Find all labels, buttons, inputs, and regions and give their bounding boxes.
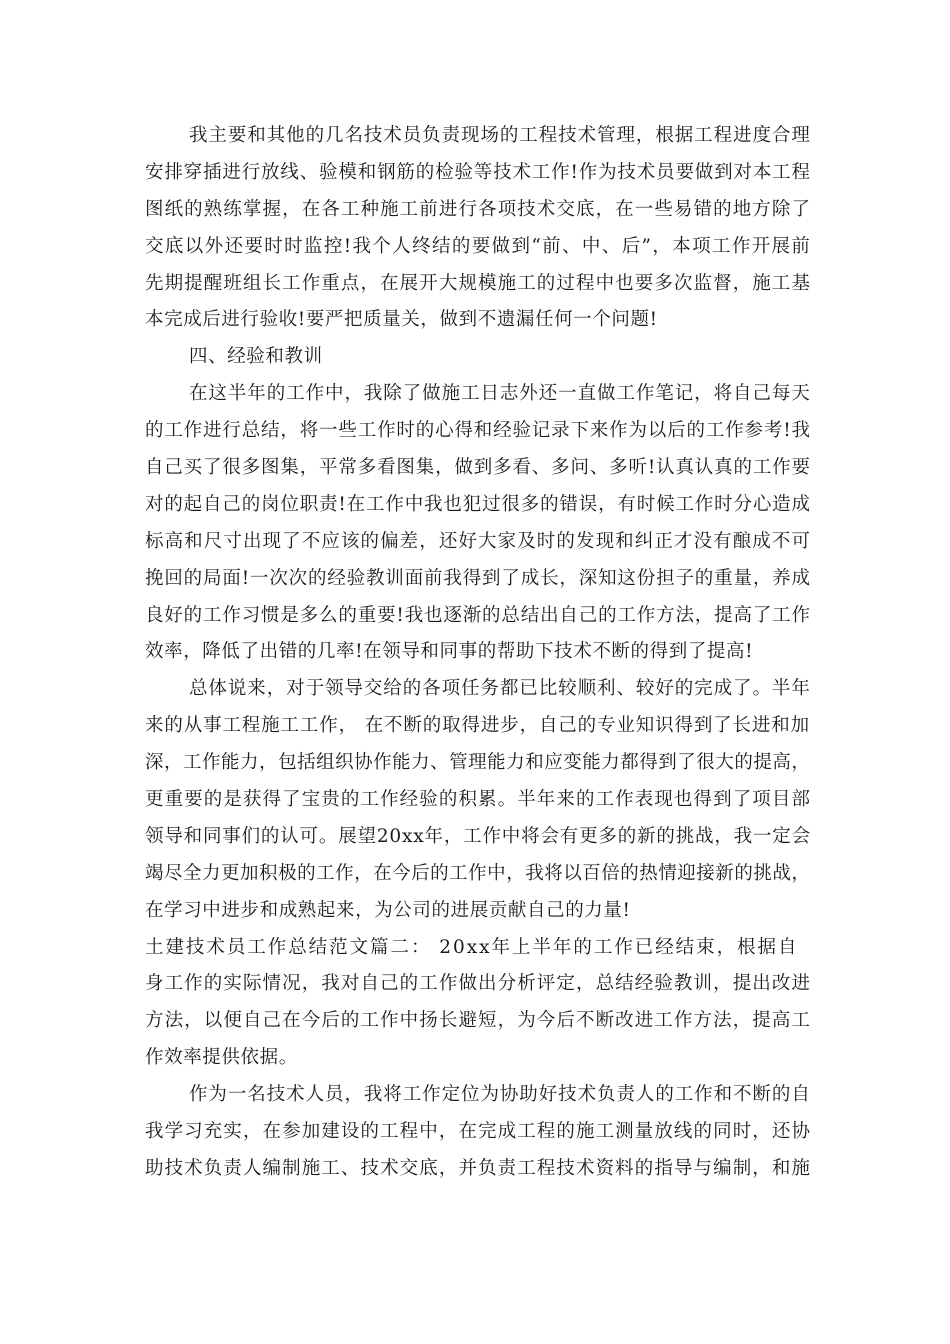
text-line	[145, 229, 810, 266]
text-line-content: 我学习充实，在参加建设的工程中，在完成工程的施工测量放线的同时，还协	[145, 1121, 812, 1143]
text-line	[145, 1003, 810, 1040]
text-line-content: 方法，以便自己在今后的工作中扬长避短，为今后不断改进工作方法，提高工	[145, 1010, 812, 1032]
text-line-content: 良好的工作习惯是多么的重要!我也逐渐的总结出自己的工作方法，提高了工作	[145, 604, 811, 626]
text-line	[145, 155, 810, 192]
text-line	[145, 856, 810, 893]
text-line	[145, 893, 810, 930]
text-line-content: 标高和尺寸出现了不应该的偏差，还好大家及时的发现和纠正才没有酿成不可	[145, 530, 812, 552]
text-line	[145, 671, 810, 708]
text-line-content: 对的起自己的岗位职责!在工作中我也犯过很多的错误，有时候工作时分心造成	[145, 493, 811, 515]
text-line-content: 图纸的熟练掌握，在各工种施工前进行各项技术交底，在一些易错的地方除了	[145, 198, 812, 220]
document-body	[145, 118, 810, 1188]
text-line-content: 效率，降低了出错的几率!在领导和同事的帮助下技术不断的得到了提高!	[145, 641, 754, 663]
text-line	[145, 192, 810, 229]
text-line-content: 在这半年的工作中，我除了做施工日志外还一直做工作笔记，将自己每天	[189, 383, 811, 405]
text-line-content: 的工作进行总结，将一些工作时的心得和经验记录下来作为以后的工作参考!我	[145, 420, 811, 442]
text-line	[145, 524, 810, 561]
text-line-content: 来的从事工程施工工作， 在不断的取得进步，自己的专业知识得到了长进和加	[145, 715, 810, 737]
text-line	[145, 302, 810, 339]
text-line	[145, 1151, 810, 1188]
text-line-content: 助技术负责人编制施工、技术交底，并负责工程技术资料的指导与编制，和施	[145, 1157, 812, 1179]
text-line-content: 交底以外还要时时监控!我个人终结的要做到“前、中、后”，本项工作开展前	[145, 235, 812, 257]
text-line-content: 在学习中进步和成熟起来，为公司的进展贡献自己的力量!	[145, 899, 631, 921]
text-line	[145, 745, 810, 782]
text-line	[145, 819, 810, 856]
text-line-content: 土建技术员工作总结范文篇二： 20xx年上半年的工作已经结束，根据自	[145, 936, 799, 958]
text-line	[145, 561, 810, 598]
text-line	[145, 1114, 810, 1151]
text-line-content: 深，工作能力，包括组织协作能力、管理能力和应变能力都得到了很大的提高，	[145, 752, 811, 774]
text-line-content: 作效率提供依据。	[145, 1047, 298, 1069]
text-line	[145, 966, 810, 1003]
text-line-content: 总体说来，对于领导交给的各项任务都已比较顺利、较好的完成了。半年	[189, 678, 811, 700]
text-line	[145, 413, 810, 450]
text-line-content: 我主要和其他的几名技术员负责现场的工程技术管理，根据工程进度合理	[189, 125, 811, 146]
text-line	[145, 1040, 810, 1077]
text-line-content: 安排穿插进行放线、验模和钢筋的检验等技术工作!作为技术员要做到对本工程	[145, 161, 811, 183]
text-line	[145, 487, 810, 524]
text-line-content: 先期提醒班组长工作重点，在展开大规模施工的过程中也要多次监督，施工基	[145, 272, 812, 294]
text-line-content: 挽回的局面!一次次的经验教训面前我得到了成长，深知这份担子的重量，养成	[145, 567, 811, 589]
text-line-content: 身工作的实际情况，我对自己的工作做出分析评定，总结经验教训，提出改进	[145, 973, 812, 995]
text-line	[145, 634, 810, 671]
text-line	[145, 598, 810, 635]
text-line	[145, 339, 810, 376]
text-line-content: 竭尽全力更加积极的工作，在今后的工作中，我将以百倍的热情迎接新的挑战，	[145, 862, 811, 884]
text-line-content: 本完成后进行验收!要严把质量关，做到不遗漏任何一个问题!	[145, 309, 658, 331]
text-line	[145, 1077, 810, 1114]
text-line	[145, 782, 810, 819]
text-line-content: 作为一名技术人员，我将工作定位为协助好技术负责人的工作和不断的自	[189, 1084, 811, 1106]
text-line	[145, 450, 810, 487]
text-line	[145, 708, 810, 745]
text-line	[145, 930, 810, 967]
text-line-content: 更重要的是获得了宝贵的工作经验的积累。半年来的工作表现也得到了项目部	[145, 789, 812, 811]
text-line	[145, 376, 810, 413]
text-line-content: 领导和同事们的认可。展望20xx年，工作中将会有更多的新的挑战，我一定会	[145, 825, 811, 847]
text-line-content: 四、经验和教训	[189, 346, 323, 368]
text-line	[145, 118, 810, 155]
text-line	[145, 266, 810, 303]
text-line-content: 自己买了很多图集，平常多看图集，做到多看、多问、多听!认真认真的工作要	[145, 457, 811, 479]
